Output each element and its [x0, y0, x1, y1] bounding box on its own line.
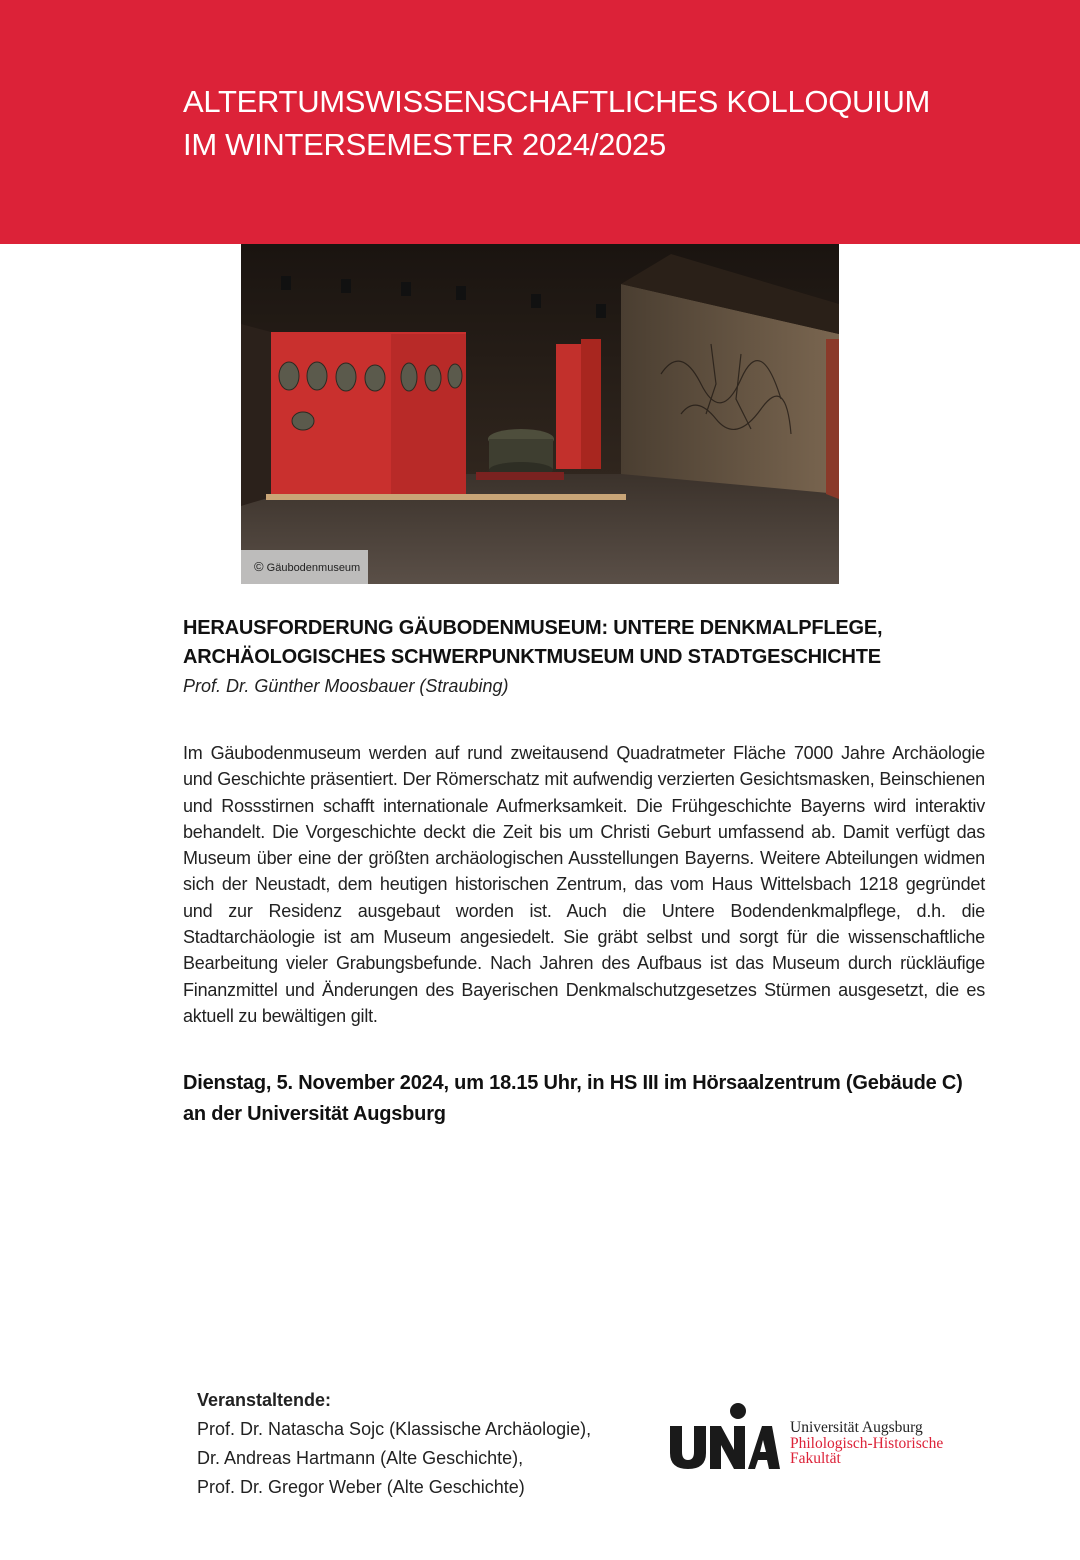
photo-credit	[241, 550, 368, 584]
talk-title	[183, 614, 1003, 672]
event-details	[183, 1068, 1003, 1130]
organizers	[197, 1386, 591, 1502]
event-date-location: Dienstag, 5. November 2024, um 18.15 Uhr, in HS III im Hörsaalzentrum (Gebäude C)	[183, 1072, 963, 1094]
header-title-line2: IM WINTERSEMESTER 2024/2025	[183, 127, 666, 162]
talk-abstract: Im Gäubodenmuseum werden auf rund zweitausend Quadratmeter Fläche 7000 Jahre Archäologie und Geschichte präsentiert. Der Römerschatz mit aufwendig verzierten Gesichtsmasken, Beinschienen und Rossstirnen schafft internationale Aufmerksamkeit. Die Frühgeschichte Bayerns wird interaktiv behandelt. Die Vorgeschichte deckt die Zeit bis um Christi Geburt umfassend ab. Damit verfügt das Museum über eine der größten archäologischen Ausstellungen Bayerns. Weitere Abteilungen widmen sich der Neustadt, dem heutigen historischen Zentrum, das vom Haus Wittelsbach 1218 gegründet und zur Residenz ausgebaut worden ist. Auch die Untere Bodendenkmalpflege, d.h. die Stadtarchäologie ist am Museum angesiedelt. Sie gräbt selbst und sorgt für die wissenschaftliche Bearbeitung vieler Grabungsbefunde. Nach Jahren des Aufbaus ist das Museum durch rückläufige Finanzmittel und Änderungen des Bayerischen Denkmalschutzgesetzes Stürmen ausgesetzt, die es aktuell zu bewältigen gilt.	[183, 743, 985, 1026]
museum-exhibit-image	[241, 244, 839, 584]
organizer-3: Prof. Dr. Gregor Weber (Alte Geschichte)	[197, 1477, 525, 1497]
organizer-2: Dr. Andreas Hartmann (Alte Geschichte),	[197, 1448, 524, 1468]
museum-photo	[241, 244, 839, 584]
photo-credit-text: Gäubodenmuseum	[266, 562, 361, 574]
organizers-label: Veranstaltende:	[197, 1390, 332, 1410]
talk-title-line1: HERAUSFORDERUNG GÄUBODENMUSEUM: UNTERE DENKMALPFLEGE,	[183, 617, 883, 639]
uni-augsburg-logo-mark	[668, 1400, 783, 1475]
logo-university: Universität Augsburg	[790, 1419, 923, 1436]
copyright-symbol: ©	[254, 559, 264, 574]
speaker: Prof. Dr. Günther Moosbauer (Straubing)	[183, 676, 509, 696]
header-title	[183, 80, 930, 166]
university-logo	[668, 1400, 968, 1480]
logo-faculty-line1: Philologisch-Historische	[790, 1434, 944, 1452]
organizer-1: Prof. Dr. Natascha Sojc (Klassische Archäologie),	[197, 1419, 592, 1439]
logo-wordmark	[790, 1420, 943, 1467]
header-title-line1: ALTERTUMSWISSENSCHAFTLICHES KOLLOQUIUM	[183, 84, 931, 119]
logo-faculty-line2: Fakultät	[790, 1450, 841, 1467]
talk-title-line2: ARCHÄOLOGISCHES SCHWERPUNKTMUSEUM UND STADTGESCHICHTE	[183, 646, 881, 668]
header-banner	[0, 0, 1080, 244]
event-venue: an der Universität Augsburg	[183, 1103, 446, 1125]
